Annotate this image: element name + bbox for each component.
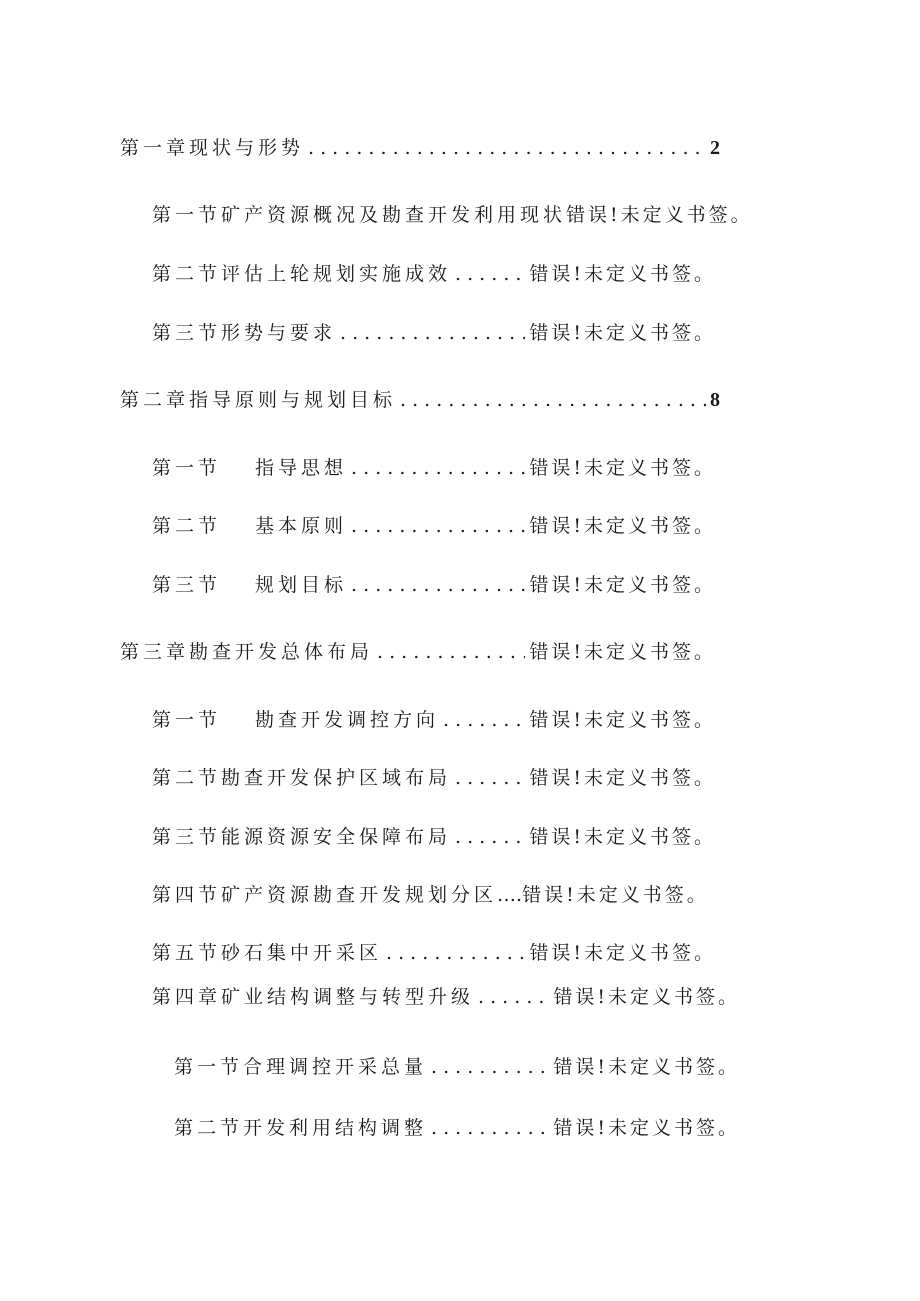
toc-entry[interactable] (120, 637, 716, 664)
toc-entry-page: 错误!未定义书签。 (529, 457, 716, 479)
toc-entry[interactable] (152, 938, 716, 965)
toc-entry-page: 错误!未定义书签。 (529, 709, 716, 731)
toc-entry-title: 第二节 (152, 515, 222, 537)
toc-entry-title: 第一节合理调控开采总量 (174, 1056, 428, 1078)
toc-entry-title: 第三节能源资源安全保障布局 (152, 826, 452, 848)
toc-entry-subtitle: 基本原则 (255, 515, 348, 537)
toc-entry[interactable] (152, 259, 716, 286)
toc-entry-title: 第一节 (152, 709, 222, 731)
toc-entry[interactable] (174, 1052, 740, 1079)
toc-entry[interactable] (120, 133, 720, 160)
toc-entry[interactable] (152, 318, 716, 345)
toc-entry-page: 错误!未定义书签。 (553, 986, 740, 1008)
toc-entry-title: 第四节矿产资源勘查开发规划分区 (152, 884, 498, 906)
toc-entry-page: 错误!未定义书签。 (529, 767, 716, 789)
toc-entry-title: 第二章指导原则与规划目标 (120, 389, 397, 411)
toc-entry[interactable] (152, 200, 753, 227)
toc-entry-title: 第二节开发利用结构调整 (174, 1117, 428, 1139)
toc-entry-title: 第三节形势与要求 (152, 322, 337, 344)
toc-entry-title: 第三章勘查开发总体布局 (120, 641, 374, 663)
toc-entry[interactable] (152, 511, 716, 538)
toc-entry-page: 错误!未定义书签。 (566, 204, 753, 226)
dot-leader (431, 1056, 549, 1078)
dot-leader (443, 709, 525, 731)
toc-entry[interactable] (174, 1113, 740, 1140)
toc-entry-page: 错误!未定义书签。 (522, 884, 709, 906)
toc-entry-title: 第一节矿产资源概况及勘查开发利用现状 (152, 204, 567, 226)
toc-entry[interactable] (152, 453, 716, 480)
dot-leader (351, 574, 525, 596)
toc-entry-title: 第三节 (152, 574, 222, 596)
toc-entry[interactable] (152, 822, 716, 849)
dot-leader (478, 986, 549, 1008)
toc-entry-page: 错误!未定义书签。 (529, 641, 716, 663)
toc-entry-page: 2 (710, 137, 720, 159)
toc-entry-page: 错误!未定义书签。 (529, 942, 716, 964)
toc-entry[interactable] (152, 982, 740, 1009)
toc-entry-page: 错误!未定义书签。 (553, 1117, 740, 1139)
dot-leader (377, 641, 525, 663)
toc-entry-subtitle: 勘查开发调控方向 (255, 709, 440, 731)
toc-entry-title: 第二节勘查开发保护区域布局 (152, 767, 452, 789)
toc-entry[interactable] (152, 763, 716, 790)
toc-entry-subtitle: 规划目标 (255, 574, 348, 596)
toc-entry-title: 第四章矿业结构调整与转型升级 (152, 986, 475, 1008)
toc-entry-title: 第二节评估上轮规划实施成效 (152, 263, 452, 285)
toc-entry-page: 错误!未定义书签。 (529, 826, 716, 848)
dot-leader (386, 942, 525, 964)
dot-leader (340, 322, 525, 344)
toc-entry-leader-text: …. (497, 884, 523, 906)
toc-entry-page: 错误!未定义书签。 (529, 322, 716, 344)
dot-leader (455, 826, 525, 848)
toc-entry-subtitle: 指导思想 (255, 457, 348, 479)
dot-leader (455, 263, 525, 285)
toc-entry[interactable] (120, 385, 720, 412)
dot-leader (308, 137, 706, 159)
dot-leader (431, 1117, 549, 1139)
dot-leader (351, 457, 525, 479)
toc-entry-page: 8 (710, 389, 720, 411)
toc-entry-page: 错误!未定义书签。 (553, 1056, 740, 1078)
dot-leader (351, 515, 525, 537)
toc-entry-title: 第五节砂石集中开采区 (152, 942, 383, 964)
toc-entry-page: 错误!未定义书签。 (529, 263, 716, 285)
toc-entry-page: 错误!未定义书签。 (529, 515, 716, 537)
toc-entry[interactable] (152, 880, 709, 907)
dot-leader (455, 767, 525, 789)
toc-entry-title: 第一章现状与形势 (120, 137, 305, 159)
toc-entry[interactable] (152, 570, 716, 597)
toc-entry[interactable] (152, 705, 716, 732)
dot-leader (400, 389, 706, 411)
toc-entry-title: 第一节 (152, 457, 222, 479)
toc-entry-page: 错误!未定义书签。 (529, 574, 716, 596)
